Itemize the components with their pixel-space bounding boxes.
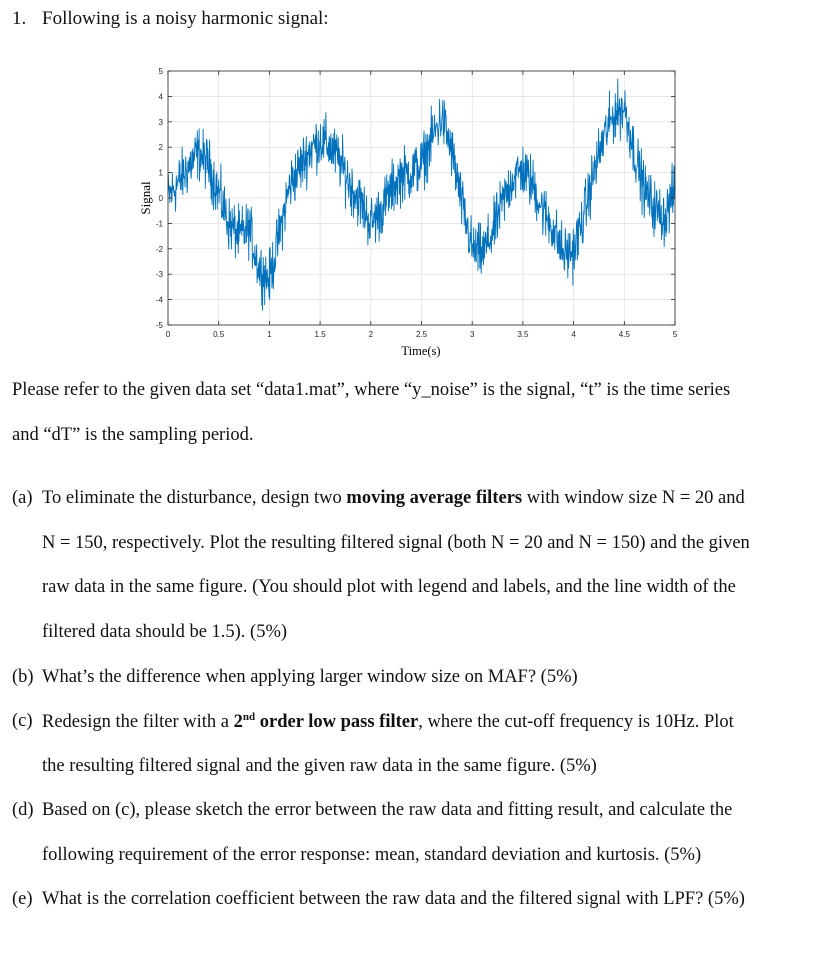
- chart-ylabel: Signal: [138, 181, 153, 215]
- y-tick-label: -2: [155, 244, 163, 254]
- chart-grid: [168, 71, 675, 325]
- x-tick-label: 3: [469, 330, 475, 339]
- item-e-label: (e): [12, 889, 33, 909]
- item-c-line-2: the resulting filtered signal and the given raw data in the same figure. (5%): [42, 756, 597, 776]
- y-tick-label: -5: [155, 321, 163, 330]
- y-tick-label: 1: [158, 168, 163, 178]
- item-a-text-post: with window size N = 20 and: [522, 488, 745, 508]
- y-tick-label: -4: [155, 295, 163, 305]
- x-tick-label: 3.5: [517, 330, 529, 339]
- item-e-line-1: What is the correlation coefficient between the raw data and the filtered signal with LPF? (5%): [42, 889, 745, 909]
- question-heading-text: Following is a noisy harmonic signal:: [42, 8, 329, 29]
- item-c-text: Redesign the filter with a: [42, 712, 234, 733]
- item-a-bold: moving average filters: [346, 488, 523, 508]
- intro-line-2: and “dT” is the sampling period.: [12, 425, 254, 445]
- item-b-line-1: What’s the difference when applying larger window size on MAF? (5%): [42, 667, 578, 687]
- question-number: 1.: [12, 8, 27, 29]
- x-tick-label: 1: [267, 330, 272, 339]
- x-tick-label: 0.5: [213, 330, 225, 339]
- item-d-label: (d): [12, 800, 34, 820]
- x-tick-label: 1.5: [314, 330, 326, 339]
- item-c-label: (c): [12, 711, 33, 731]
- chart-ticks: [156, 67, 678, 339]
- item-d-line-2: following requirement of the error response: mean, standard deviation and kurtosis. (5%): [42, 845, 702, 865]
- x-tick-label: 2.5: [415, 330, 428, 339]
- y-tick-label: 2: [158, 143, 163, 153]
- y-tick-label: -1: [155, 219, 163, 229]
- chart-xlabel: Time(s): [401, 344, 441, 358]
- y-tick-label: -3: [155, 270, 163, 280]
- item-c-line-1: [42, 711, 734, 733]
- x-tick-label: 5: [672, 330, 678, 339]
- item-c-bold-num: 2: [233, 712, 243, 733]
- item-c-text-post: , where the cut-off frequency is 10Hz. Plot: [418, 712, 734, 733]
- item-c-bold: order low pass filter: [255, 712, 419, 733]
- x-tick-label: 2: [368, 330, 374, 339]
- y-tick-label: 3: [158, 117, 163, 127]
- intro-line-1: Please refer to the given data set “data1.mat”, where “y_noise” is the signal, “t” is the time series: [12, 380, 731, 400]
- item-a-line-2: N = 150, respectively. Plot the resulting filtered signal (both N = 20 and N = 150) and the given: [42, 533, 750, 553]
- item-a-line-4: filtered data should be 1.5). (5%): [42, 622, 288, 642]
- x-tick-label: 0: [165, 330, 171, 339]
- item-d-line-1: Based on (c), please sketch the error between the raw data and fitting result, and calculate the: [42, 800, 733, 820]
- item-a-line-1: [42, 488, 745, 509]
- item-a-text: To eliminate the disturbance, design two: [42, 488, 347, 508]
- item-c-bold-sup: nd: [242, 711, 256, 723]
- x-tick-label: 4.5: [618, 330, 630, 339]
- y-tick-label: 5: [158, 67, 163, 76]
- x-tick-label: 4: [571, 330, 576, 339]
- y-tick-label: 4: [158, 92, 163, 102]
- item-b-label: (b): [12, 667, 34, 687]
- y-tick-label: 0: [158, 194, 163, 203]
- signal-chart: [0, 0, 820, 370]
- item-a-line-3: raw data in the same figure. (You should plot with legend and labels, and the line width of the: [42, 577, 736, 597]
- item-a-label: (a): [12, 488, 33, 508]
